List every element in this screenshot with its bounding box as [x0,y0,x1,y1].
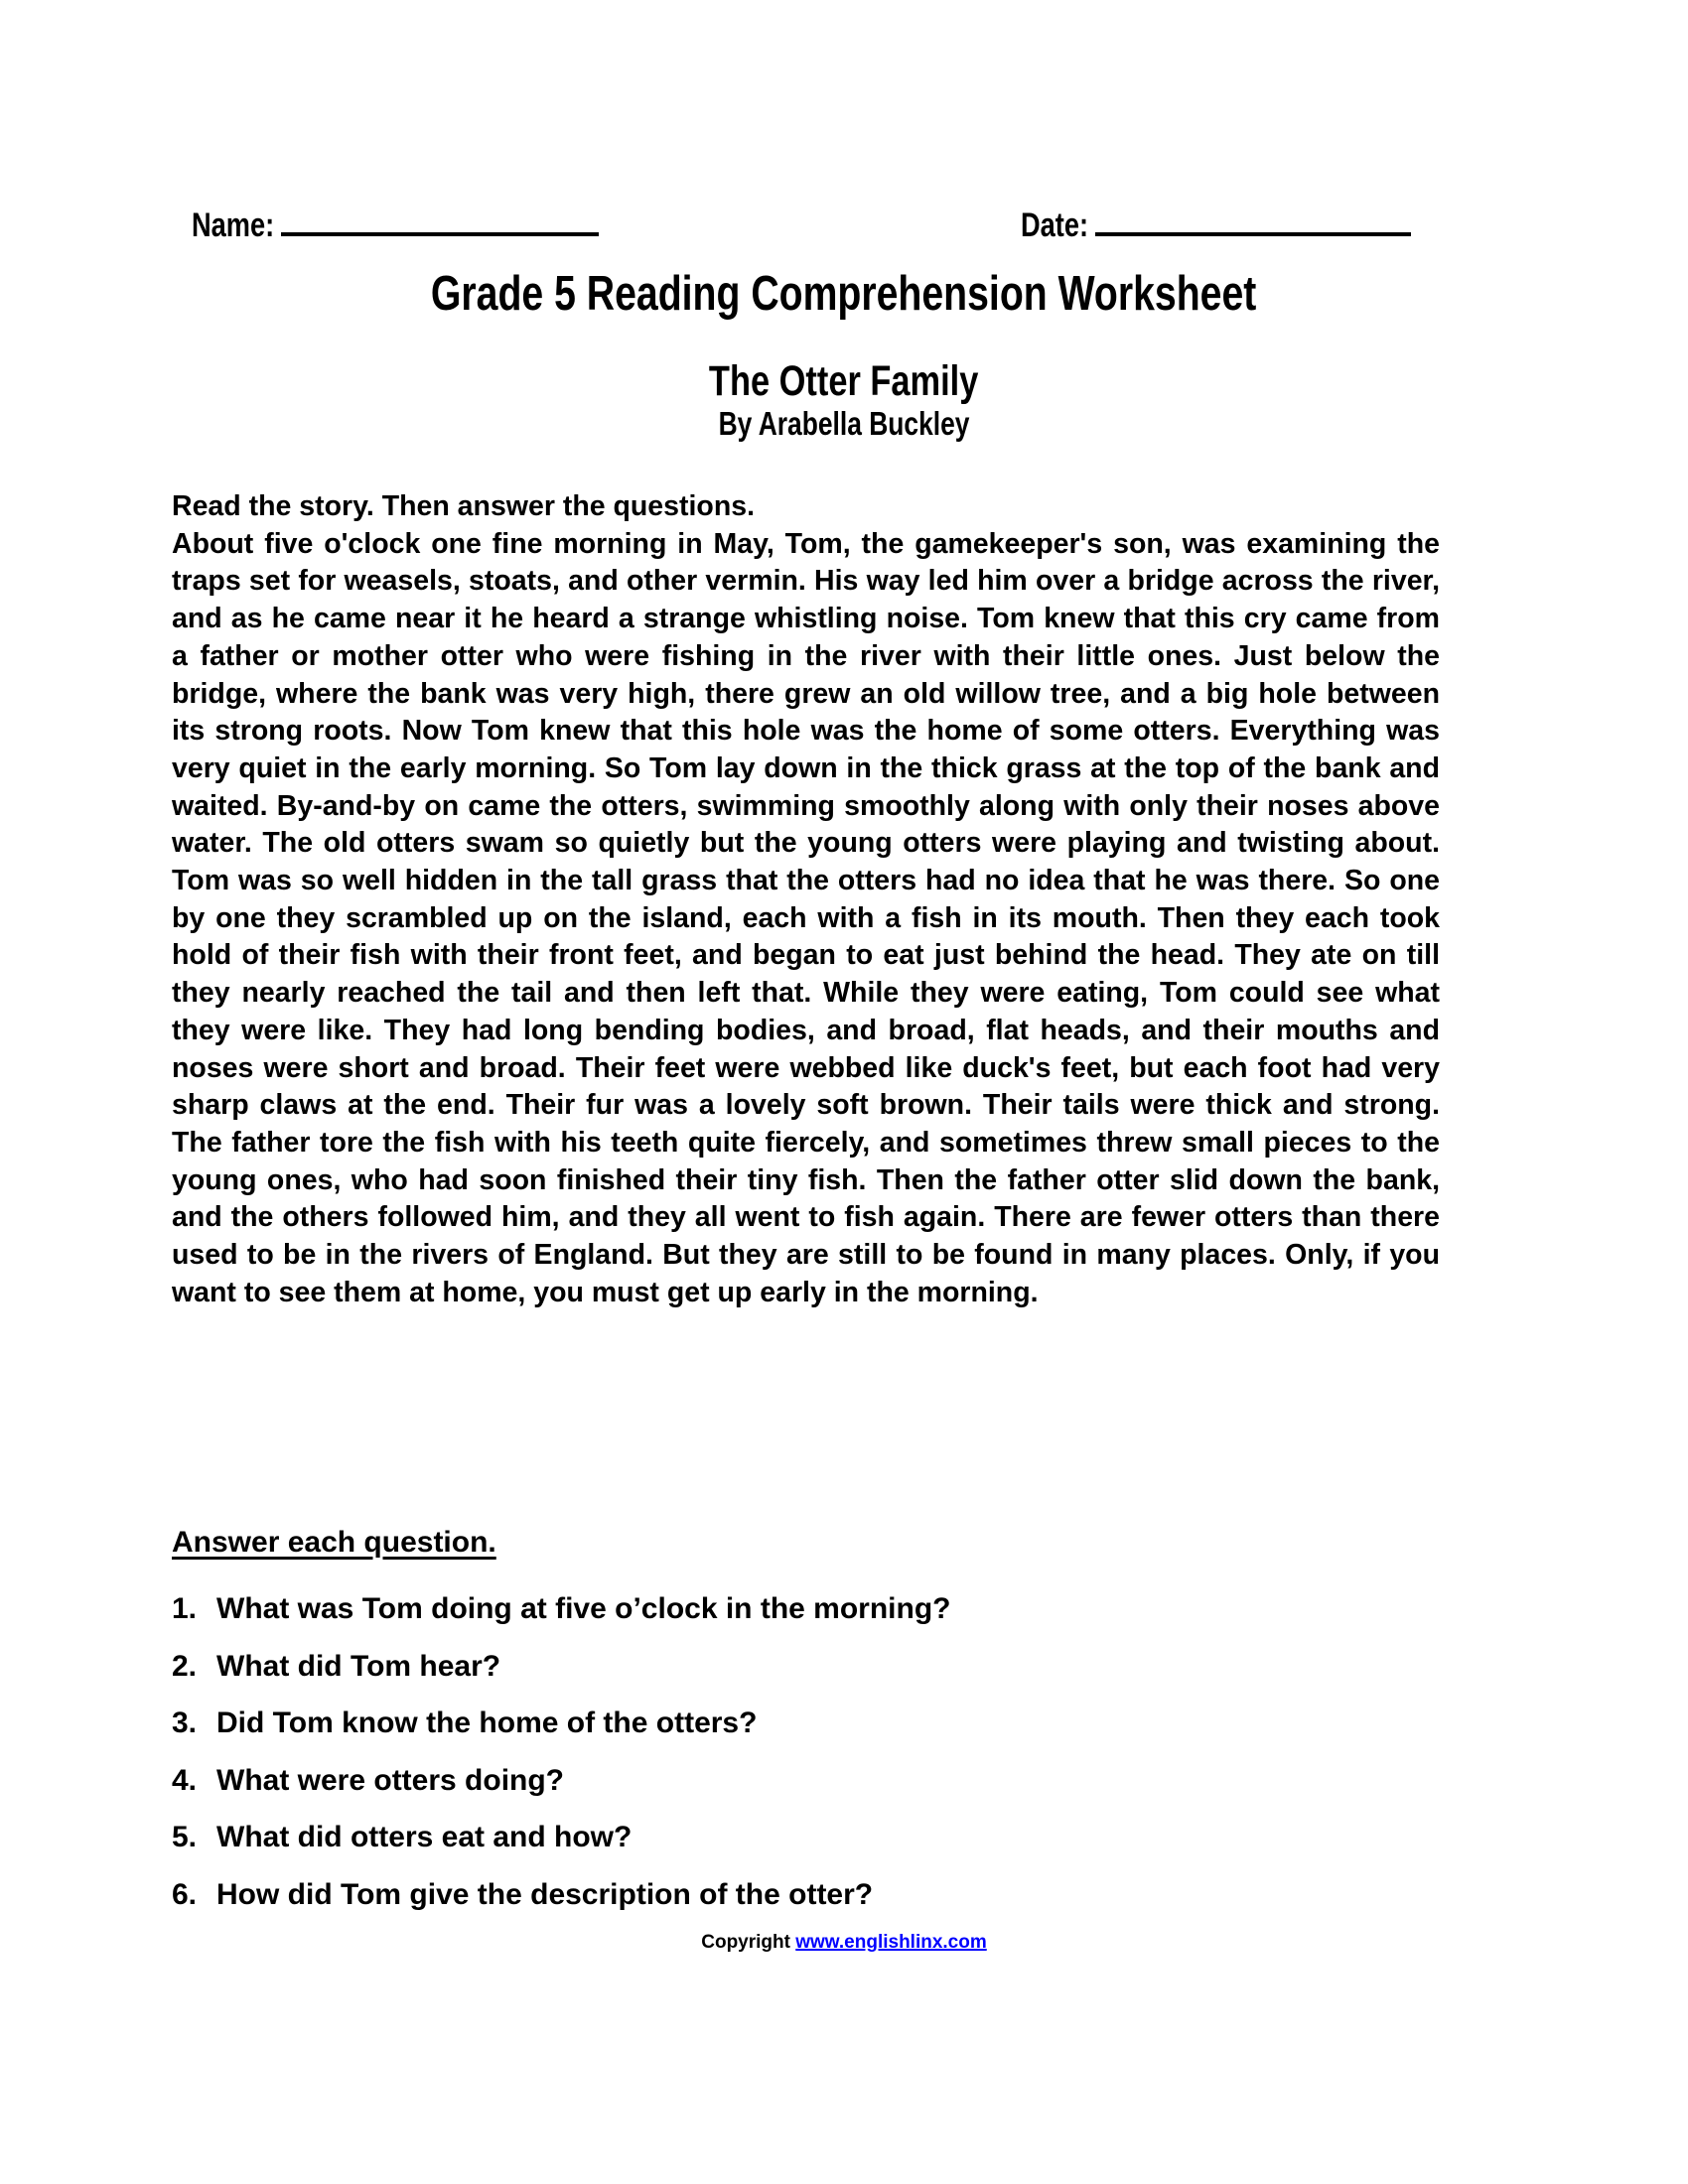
copyright-label: Copyright [701,1932,790,1953]
question-text: What did otters eat and how? [216,1821,633,1853]
question-number: 2. [172,1649,198,1683]
question-number: 6. [172,1877,198,1911]
worksheet-title [0,266,1688,322]
story-instructions: Read the story. Then answer the questions. [172,490,756,522]
question-item-1 [172,1590,1443,1628]
answer-heading: Answer each question. [172,1526,496,1559]
story-title [0,357,1688,406]
worksheet-title-text: Grade 5 Reading Comprehension Worksheet [431,267,1257,321]
story-block [172,488,1440,1311]
story-title-text: The Otter Family [709,357,979,405]
question-item-2 [172,1648,1443,1686]
question-text: What were otters doing? [216,1763,565,1797]
date-label: Date: [1021,206,1089,244]
name-label: Name: [192,206,275,244]
question-item-6 [172,1876,1443,1914]
question-item-3 [172,1705,1443,1742]
question-item-4 [172,1762,1443,1800]
question-number: 1. [172,1592,198,1625]
question-text: How did Tom give the description of the otter? [216,1877,874,1911]
question-text: What was Tom doing at five o’clock in the morning? [216,1592,951,1625]
question-text: Did Tom know the home of the otters? [216,1706,758,1739]
byline-text: By Arabella Buckley [718,405,970,442]
date-blank-line [1095,203,1411,236]
question-text: What did Tom hear? [216,1649,501,1683]
date-field [1021,203,1411,245]
question-number: 5. [172,1821,198,1853]
footer [0,1932,1688,1954]
name-field [192,203,599,245]
story-text: About five o'clock one fine morning in May, Tom, the gamekeeper's son, was examining the traps set for weasels, stoats, and other vermin. His way led him over a bridge across the river, and as he came near it he heard a strange whistling noise. Tom knew that this cry came from a father or mother otter who were fishing in the river with their little ones. Just below the bridge, where the bank was very high, there grew an old willow tree, and a big hole between its strong roots. Now Tom knew that this hole was the home of some otters. Everything was very quiet in the early morning. So Tom lay down in the thick grass at the top of the bank and waited. By-and-by on came the otters, swimming smoothly along with only their noses above water. The old otters swam so quietly but the young otters were playing and twisting about. Tom was so well hidden in the tall grass that the otters had no idea that he was there. So one by one they scrambled up on the island, each with a fish in its mouth. Then they each took hold of their fish with their front feet, and began to eat just behind the head. They ate on till they nearly reached the tail and then left that. While they were eating, Tom could see what they were like. They had long bending bodies, and broad, flat heads, and their mouths and noses were short and broad. Their feet were webbed like duck's feet, but each foot had very sharp claws at the end. Their fur was a lovely soft brown. Their tails were thick and strong. The father tore the fish with his teeth quite fiercely, and sometimes threw small pieces to the young ones, who had soon finished their tiny fish. Then the father otter slid down the bank, and the others followed him, and they all went to fish again. There are fewer otters than there used to be in the rivers of England. But they are still to be found in many places. Only, if you want to see them at home, you must get up early in the morning. [172,527,1440,1308]
question-number: 4. [172,1763,198,1797]
byline [0,405,1688,443]
question-number: 3. [172,1706,198,1739]
question-item-5 [172,1819,1443,1856]
copyright-link[interactable]: www.englishlinx.com [795,1932,987,1953]
questions-list [172,1590,1443,1933]
name-blank-line [281,203,599,236]
